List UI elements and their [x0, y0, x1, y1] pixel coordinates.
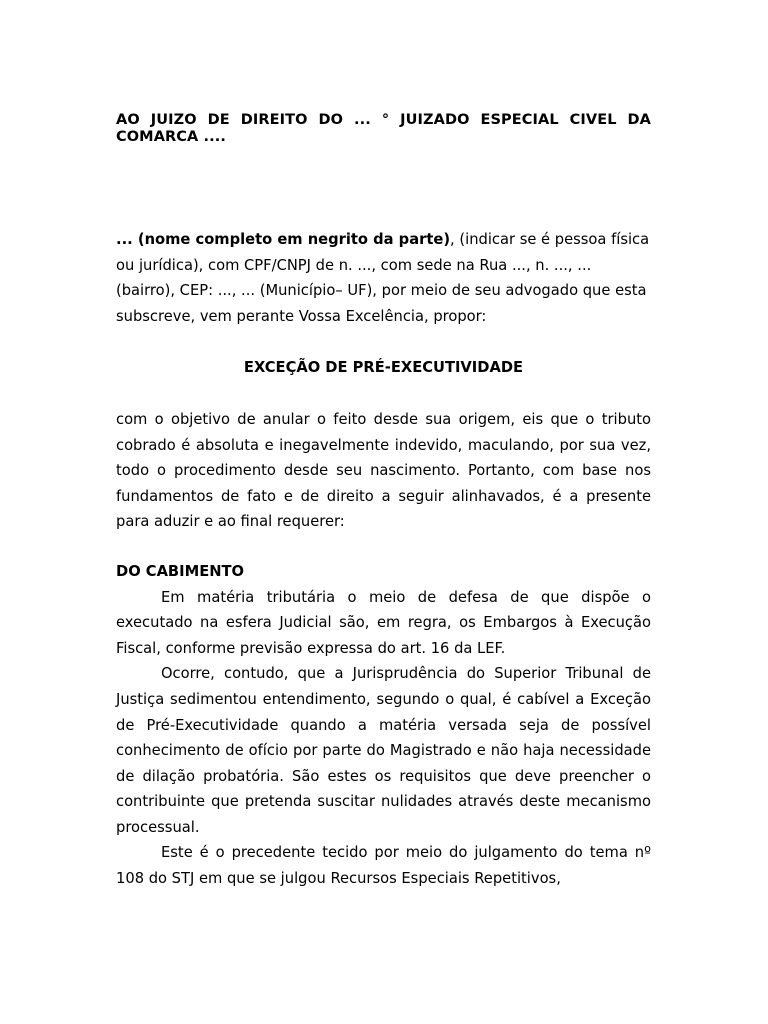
- document-page: [116, 112, 651, 892]
- addressee-heading: AO JUIZO DE DIREITO DO ... ° JUIZADO ESPECIAL CIVEL DA COMARCA ....: [116, 112, 651, 145]
- intro-paragraph: [116, 227, 651, 329]
- intro-text: , (indicar se é pessoa física ou jurídica), com CPF/CNPJ de n. ..., com sede na Rua ..., n. ..., ... (bairro), CEP: ..., ... (Município– UF), por meio de seu advogado que esta subscreve, vem perante Vossa Excelência, propor:: [116, 231, 650, 325]
- section-heading: DO CABIMENTO: [116, 562, 245, 580]
- section-paragraph-3: Este é o precedente tecido por meio do julgamento do tema nº 108 do STJ em que se julgou Recursos Especiais Repetitivos,: [116, 844, 651, 888]
- document-title: EXCEÇÃO DE PRÉ-EXECUTIVIDADE: [243, 359, 524, 377]
- section-paragraph-2: Ocorre, contudo, que a Jurisprudência do Superior Tribunal de Justiça sedimentou entendimento, segundo o qual, é cabível a Exceção de Pré-Executividade quando a matéria versada seja de possível conhecimento de ofício por parte do Magistrado e não haja necessidade de dilação probatória. São estes os requisitos que deve preencher o contribuinte que pretenda suscitar nulidades através deste mecanismo processual.: [116, 665, 651, 836]
- objective-paragraph: com o objetivo de anular o feito desde sua origem, eis que o tributo cobrado é absoluta e inegavelmente indevido, maculando, por sua vez, todo o procedimento desde seu nascimento. Portanto, com base nos fundamentos de fato e de direito a seguir alinhavados, é a presente para aduzir e ao final requerer:: [116, 410, 651, 531]
- section-paragraph-1: Em matéria tributária o meio de defesa de que dispõe o executado na esfera Judicial são, em regra, os Embargos à Execução Fiscal, conforme previsão expressa do art. 16 da LEF.: [116, 588, 651, 657]
- party-name: ... (nome completo em negrito da parte): [116, 231, 451, 248]
